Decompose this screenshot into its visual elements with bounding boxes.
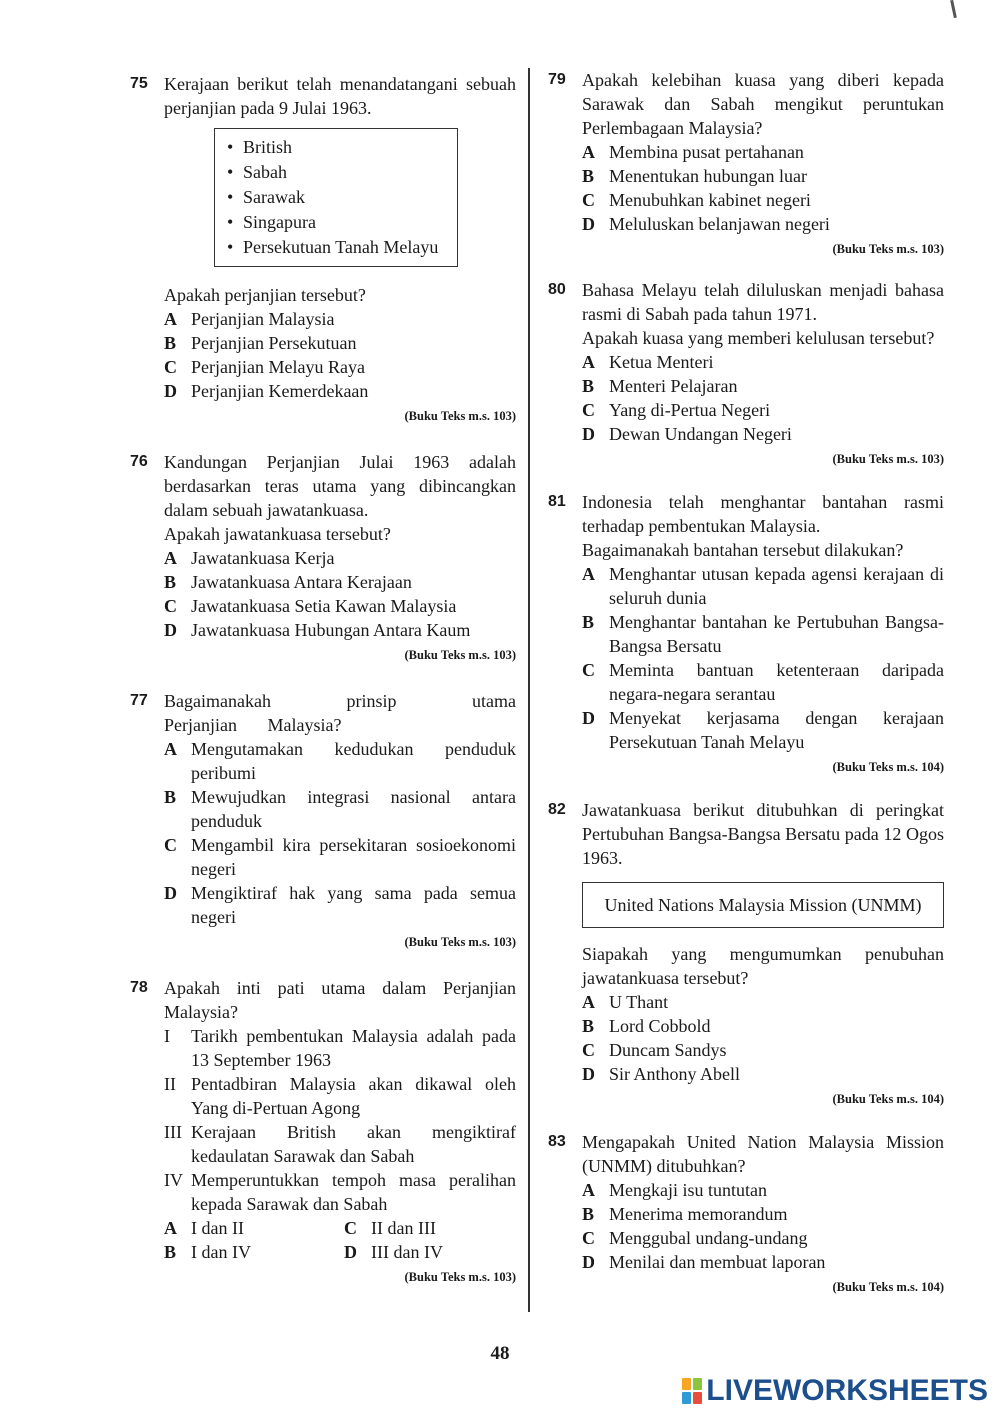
option-c[interactable]: C Jawatankuasa Setia Kawan Malaysia: [164, 596, 457, 616]
option-c[interactable]: C Menubuhkan kabinet negeri: [582, 190, 811, 210]
option-d[interactable]: D Meluluskan belanjawan negeri: [582, 214, 830, 234]
question-number: 77: [130, 692, 148, 709]
source-reference: (Buku Teks m.s. 104): [832, 1280, 944, 1294]
list-item: • Singapura: [227, 210, 447, 235]
option-a[interactable]: A Mengkaji isu tuntutan: [582, 1180, 767, 1200]
question-81: [548, 490, 944, 776]
option-grid: [164, 1216, 516, 1264]
option-a[interactable]: A Jawatankuasa Kerja: [164, 548, 335, 568]
question-number: 80: [548, 281, 566, 298]
question-stem: Bahasa Melayu telah diluluskan menjadi bahasa rasmi di Sabah pada tahun 1971.: [582, 280, 944, 324]
list-item: • Sabah: [227, 160, 447, 185]
option-d[interactable]: D III dan IV: [344, 1242, 443, 1262]
question-prompt: Apakah kuasa yang memberi kelulusan tersebut?: [582, 328, 935, 348]
question-83: [548, 1130, 944, 1296]
question-number: 81: [548, 493, 566, 510]
statement-i: I Tarikh pembentukan Malaysia adalah pada 13 September 1963: [164, 1026, 516, 1070]
source-reference: (Buku Teks m.s. 103): [404, 648, 516, 662]
logo-grid-icon: [682, 1378, 702, 1404]
source-reference: (Buku Teks m.s. 103): [404, 935, 516, 949]
country-list-box: [214, 128, 458, 267]
question-80: [548, 278, 944, 468]
option-b[interactable]: B Mewujudkan integrasi nasional antara penduduk: [164, 787, 516, 831]
source-reference: (Buku Teks m.s. 104): [832, 760, 944, 774]
option-d[interactable]: D Perjanjian Kemerdekaan: [164, 381, 369, 401]
option-d[interactable]: D Menyekat kerjasama dengan kerajaan Persekutuan Tanah Melayu: [582, 708, 944, 752]
question-76: [130, 450, 516, 664]
question-number: 82: [548, 801, 566, 818]
question-number: 76: [130, 453, 148, 470]
question-78: [130, 976, 516, 1286]
statement-iii: III Kerajaan British akan mengiktiraf kedaulatan Sarawak dan Sabah: [164, 1122, 516, 1166]
question-stem: Mengapakah United Nation Malaysia Mission (UNMM) ditubuhkan?: [582, 1132, 944, 1176]
source-reference: (Buku Teks m.s. 103): [832, 452, 944, 466]
option-a[interactable]: A Menghantar utusan kepada agensi kerajaan di seluruh dunia: [582, 564, 944, 608]
question-stem: Kerajaan berikut telah menandatangani sebuah perjanjian pada 9 Julai 1963.: [164, 74, 516, 118]
question-number: 75: [130, 75, 148, 92]
option-a[interactable]: A Membina pusat pertahanan: [582, 142, 804, 162]
question-82: [548, 798, 944, 1108]
source-reference: (Buku Teks m.s. 103): [404, 409, 516, 423]
option-c[interactable]: C Meminta bantuan ketenteraan daripada negara-negara serantau: [582, 660, 944, 704]
option-b[interactable]: B Lord Cobbold: [582, 1016, 711, 1036]
option-c[interactable]: C Menggubal undang-undang: [582, 1228, 808, 1248]
liveworksheets-logo: [682, 1375, 988, 1407]
question-stem: Apakah inti pati utama dalam Perjanjian Malaysia?: [164, 978, 516, 1022]
statement-iv: IV Memperuntukkan tempoh masa peralihan kepada Sarawak dan Sabah: [164, 1170, 516, 1214]
option-b[interactable]: B Menteri Pelajaran: [582, 376, 738, 396]
option-c[interactable]: C Duncam Sandys: [582, 1040, 727, 1060]
option-b[interactable]: B Menentukan hubungan luar: [582, 166, 807, 186]
question-number: 79: [548, 71, 566, 88]
list-item: • British: [227, 135, 447, 160]
option-b[interactable]: B Perjanjian Persekutuan: [164, 333, 357, 353]
option-b[interactable]: B I dan IV: [164, 1242, 251, 1262]
column-divider: [528, 68, 530, 1312]
source-reference: (Buku Teks m.s. 103): [404, 1270, 516, 1284]
question-stem: Apakah kelebihan kuasa yang diberi kepada Sarawak dan Sabah mengikut peruntukan Perlembagaan Malaysia?: [582, 70, 944, 138]
option-c[interactable]: C Perjanjian Melayu Raya: [164, 357, 365, 377]
option-a[interactable]: A Ketua Menteri: [582, 352, 714, 372]
list-item: • Persekutuan Tanah Melayu: [227, 235, 447, 260]
option-b[interactable]: B Menghantar bantahan ke Pertubuhan Bangsa-Bangsa Bersatu: [582, 612, 944, 656]
question-number: 78: [130, 979, 148, 996]
question-77: [130, 689, 516, 951]
corner-mark: [950, 0, 957, 18]
option-d[interactable]: D Dewan Undangan Negeri: [582, 424, 792, 444]
question-stem: Jawatankuasa berikut ditubuhkan di peringkat Pertubuhan Bangsa-Bangsa Bersatu pada 12 Ogos 1963.: [582, 800, 944, 868]
option-d[interactable]: D Menilai dan membuat laporan: [582, 1252, 826, 1272]
option-b[interactable]: B Menerima memorandum: [582, 1204, 788, 1224]
source-reference: (Buku Teks m.s. 103): [832, 242, 944, 256]
question-prompt: Apakah perjanjian tersebut?: [164, 285, 366, 305]
option-d[interactable]: D Mengiktiraf hak yang sama pada semua negeri: [164, 883, 516, 927]
option-a[interactable]: A U Thant: [582, 992, 669, 1012]
question-number: 83: [548, 1133, 566, 1150]
option-a[interactable]: A Mengutamakan kedudukan penduduk peribumi: [164, 739, 516, 783]
question-stem: Bagaimanakah prinsip utama Perjanjian Malaysia?: [164, 691, 516, 735]
right-column: [548, 62, 944, 1296]
statement-ii: II Pentadbiran Malaysia akan dikawal oleh Yang di-Pertuan Agong: [164, 1074, 516, 1118]
option-c[interactable]: C II dan III: [344, 1218, 436, 1238]
question-prompt: Siapakah yang mengumumkan penubuhan jawatankuasa tersebut?: [582, 944, 944, 988]
page-number: 48: [490, 1343, 510, 1364]
option-a[interactable]: A I dan II: [164, 1218, 244, 1238]
question-prompt: Apakah jawatankuasa tersebut?: [164, 524, 391, 544]
option-d[interactable]: D Sir Anthony Abell: [582, 1064, 741, 1084]
question-75: [130, 72, 516, 425]
question-stem: Indonesia telah menghantar bantahan rasmi terhadap pembentukan Malaysia.: [582, 492, 944, 536]
option-a[interactable]: A Perjanjian Malaysia: [164, 309, 335, 329]
committee-box: United Nations Malaysia Mission (UNMM): [582, 882, 944, 928]
list-item: • Sarawak: [227, 185, 447, 210]
option-c[interactable]: C Mengambil kira persekitaran sosioekonomi negeri: [164, 835, 516, 879]
source-reference: (Buku Teks m.s. 104): [832, 1092, 944, 1106]
brand-name: LIVEWORKSHEETS: [706, 1374, 988, 1407]
option-c[interactable]: C Yang di-Pertua Negeri: [582, 400, 771, 420]
option-d[interactable]: D Jawatankuasa Hubungan Antara Kaum: [164, 620, 471, 640]
left-column: [130, 62, 516, 1286]
question-stem: Kandungan Perjanjian Julai 1963 adalah berdasarkan teras utama yang dibincangkan dalam sebuah jawatankuasa.: [164, 452, 516, 520]
question-prompt: Bagaimanakah bantahan tersebut dilakukan?: [582, 540, 904, 560]
option-b[interactable]: B Jawatankuasa Antara Kerajaan: [164, 572, 412, 592]
question-79: [548, 68, 944, 258]
